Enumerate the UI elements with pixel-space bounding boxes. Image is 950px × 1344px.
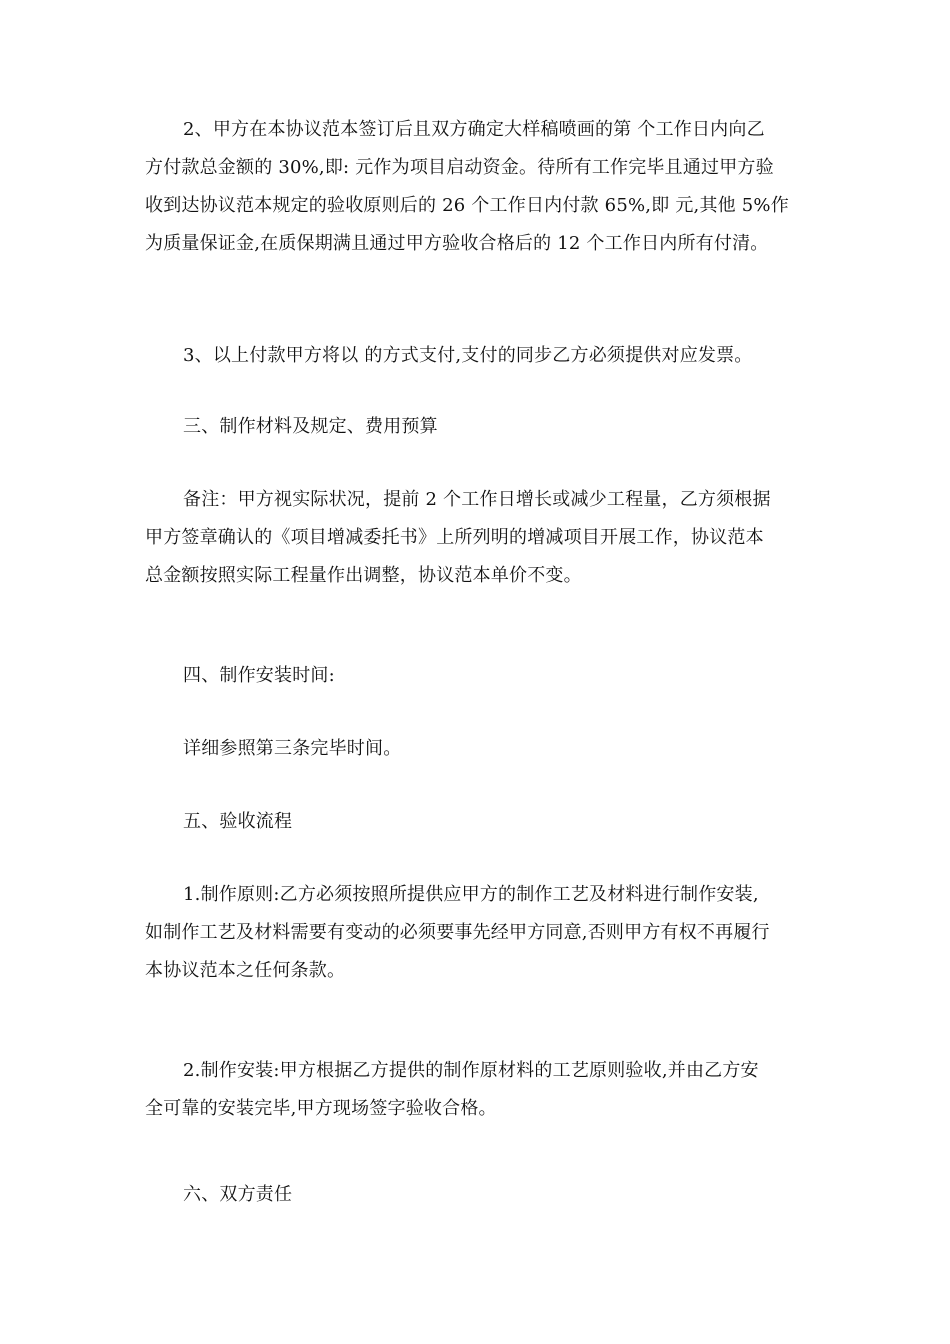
text-line: 方付款总金额的 30%,即: 元作为项目启动资金。待所有工作完毕且通过甲方验 xyxy=(145,157,774,178)
heading-text: 三、制作材料及规定、费用预算 xyxy=(183,416,438,437)
text-line: 本协议范本之任何条款。 xyxy=(145,960,346,981)
paragraph-payment-terms-3 xyxy=(145,337,825,375)
text-line: 甲方签章确认的《项目增减委托书》上所列明的增减项目开展工作，协议范本 xyxy=(145,527,764,548)
text-line: 2、甲方在本协议范本签订后且双方确定大样稿喷画的第 个工作日内向乙 xyxy=(183,119,765,140)
text-line: 总金额按照实际工程量作出调整，协议范本单价不变。 xyxy=(145,565,582,586)
paragraph-acceptance-1 xyxy=(145,876,825,990)
text-line: 全可靠的安装完毕,甲方现场签字验收合格。 xyxy=(145,1098,497,1119)
text-line: 如制作工艺及材料需要有变动的必须要事先经甲方同意,否则甲方有权不再履行 xyxy=(145,922,770,943)
text-line: 2.制作安装:甲方根据乙方提供的制作原材料的工艺原则验收,并由乙方安 xyxy=(183,1060,759,1081)
section-3-heading xyxy=(145,408,825,446)
text-line: 1.制作原则:乙方必须按照所提供应甲方的制作工艺及材料进行制作安装, xyxy=(183,884,759,905)
heading-text: 六、双方责任 xyxy=(183,1184,293,1205)
paragraph-acceptance-2 xyxy=(145,1052,825,1128)
section-6-heading xyxy=(145,1176,825,1214)
text-line: 为质量保证金,在质保期满且通过甲方验收合格后的 12 个工作日内所有付清。 xyxy=(145,233,769,254)
paragraph-remark xyxy=(145,481,825,595)
heading-text: 五、验收流程 xyxy=(183,811,293,832)
section-5-heading xyxy=(145,803,825,841)
text-line: 3、以上付款甲方将以 的方式支付,支付的同步乙方必须提供对应发票。 xyxy=(183,345,753,366)
paragraph-payment-terms-2 xyxy=(145,111,825,263)
text-line: 详细参照第三条完毕时间。 xyxy=(183,738,402,759)
heading-text: 四、制作安装时间: xyxy=(183,665,335,686)
text-line: 收到达协议范本规定的验收原则后的 26 个工作日内付款 65%,即 元,其他 5%作 xyxy=(145,195,789,216)
paragraph-install-time xyxy=(145,730,825,768)
section-4-heading xyxy=(145,657,825,695)
text-line: 备注：甲方视实际状况，提前 2 个工作日增长或减少工程量，乙方须根据 xyxy=(183,489,771,510)
